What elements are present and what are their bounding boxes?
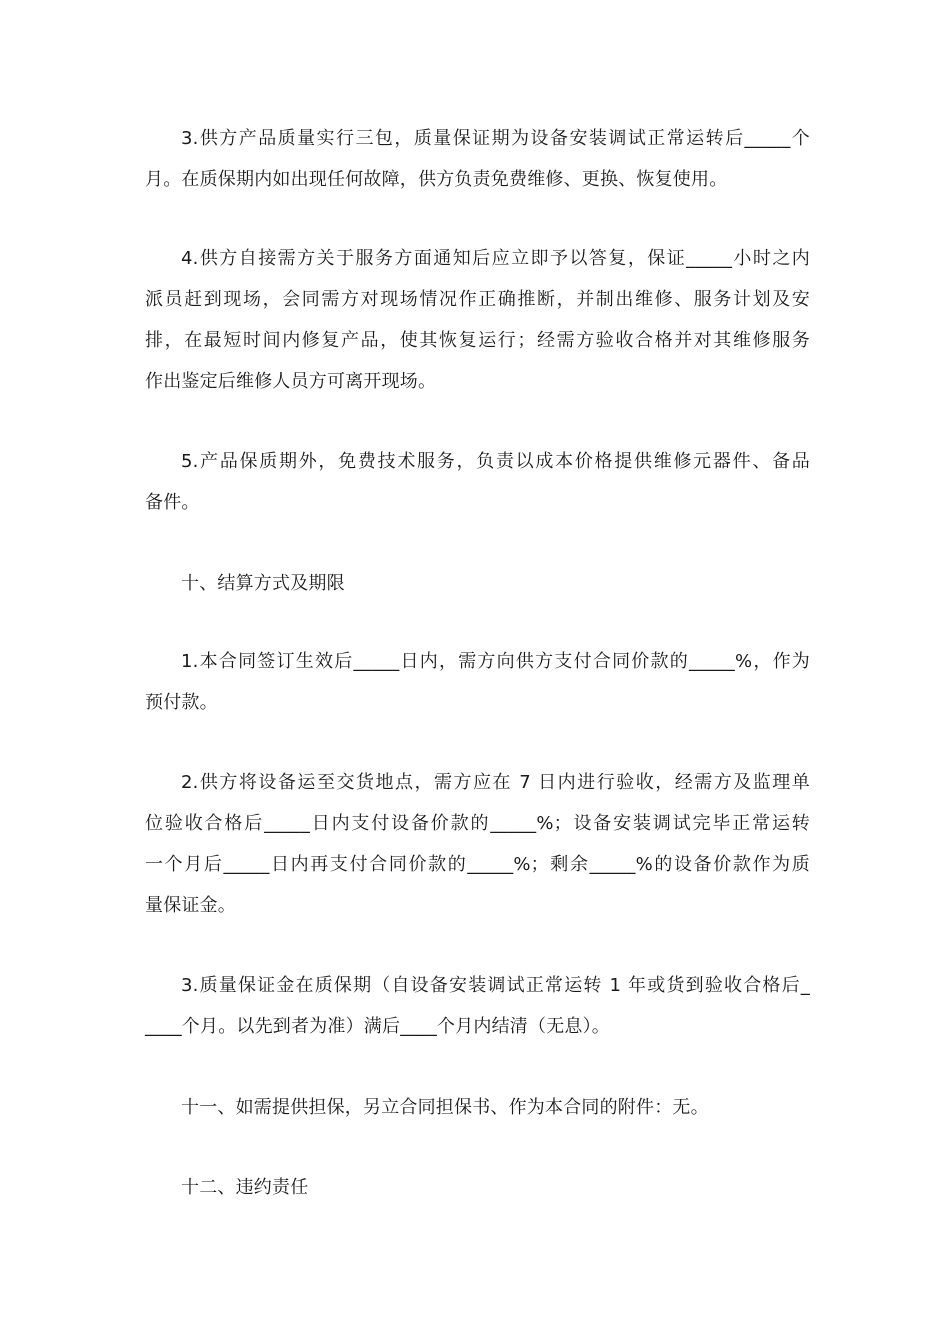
paragraph-service-response	[145, 238, 810, 402]
paragraph-line: 排，在最短时间内修复产品，使其恢复运行；经需方验收合格并对其维修服务	[145, 330, 810, 351]
section-heading-settlement	[145, 563, 810, 604]
paragraph-line: 派员赶到现场，会同需方对现场情况作正确推断，并制出维修、服务计划及安	[145, 289, 810, 310]
paragraph-line: 预付款。	[145, 692, 218, 713]
paragraph-line: 2.供方将设备运至交货地点，需方应在 7 日内进行验收，经需方及监理单	[181, 772, 810, 793]
paragraph-line: 月。在质保期内如出现任何故障，供方负责免费维修、更换、恢复使用。	[145, 169, 728, 190]
paragraph-line: 量保证金。	[145, 895, 236, 916]
paragraph-line: 4.供方自接需方关于服务方面通知后应立即予以答复，保证_____小时之内	[181, 248, 810, 269]
paragraph-line: 位验收合格后_____日内支付设备价款的_____%；设备安装调试完毕正常运转	[145, 813, 810, 834]
paragraph-advance-payment	[145, 641, 810, 723]
paragraph-delivery-payment	[145, 762, 810, 926]
section-heading: 十一、如需提供担保，另立合同担保书、作为本合同的附件：无。	[181, 1097, 709, 1118]
paragraph-line: 一个月后_____日内再支付合同价款的_____%；剩余_____%的设备价款作为质	[145, 854, 810, 875]
paragraph-line: 备件。	[145, 492, 200, 513]
paragraph-line: ____个月。以先到者为准）满后____个月内结清（无息）。	[145, 1016, 610, 1037]
section-heading: 十二、违约责任	[181, 1177, 309, 1198]
paragraph-line: 3.供方产品质量实行三包，质量保证期为设备安装调试正常运转后_____个	[181, 128, 810, 149]
section-heading-breach-liability	[145, 1167, 810, 1208]
paragraph-quality-deposit	[145, 965, 810, 1047]
paragraph-line: 1.本合同签订生效后_____日内，需方向供方支付合同价款的_____%，作为	[181, 651, 810, 672]
paragraph-line: 5.产品保质期外，免费技术服务，负责以成本价格提供维修元器件、备品	[181, 451, 810, 472]
paragraph-post-warranty-service	[145, 441, 810, 523]
paragraph-line: 3.质量保证金在质保期（自设备安装调试正常运转 1 年或货到验收合格后_	[181, 975, 810, 996]
section-heading-guarantee	[145, 1087, 810, 1128]
section-heading: 十、结算方式及期限	[181, 573, 345, 594]
paragraph-line: 作出鉴定后维修人员方可离开现场。	[145, 371, 437, 392]
paragraph-warranty-three-guarantees	[145, 118, 810, 200]
